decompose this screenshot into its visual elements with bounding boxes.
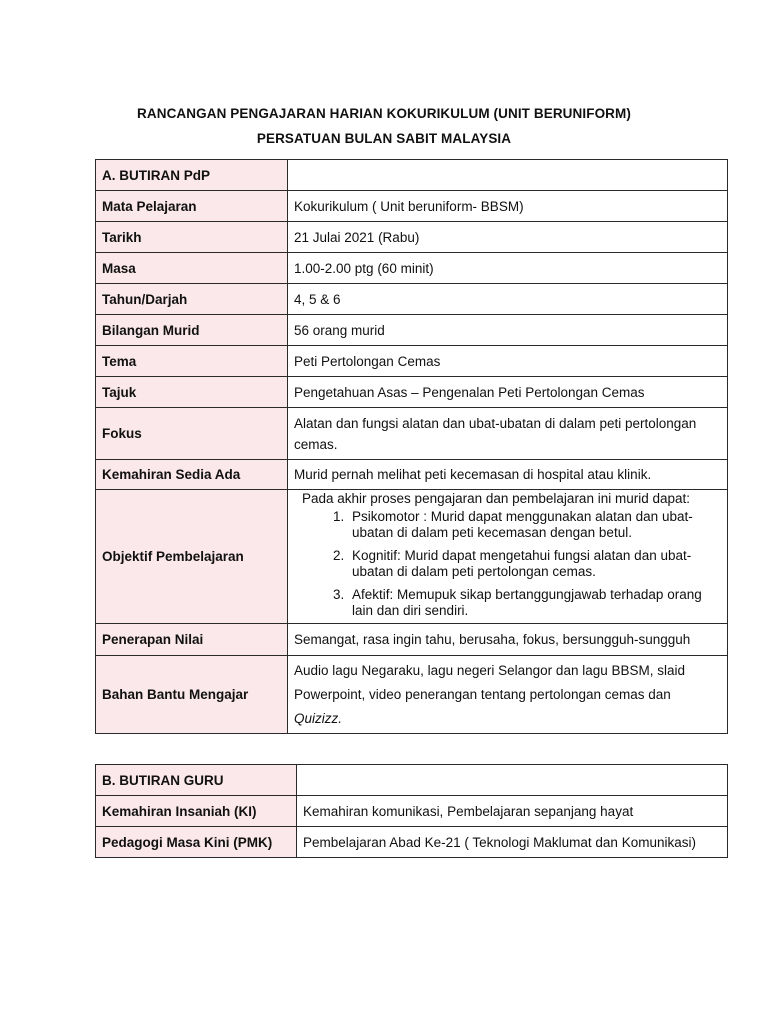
table-row xyxy=(96,656,728,734)
table-row xyxy=(96,827,728,858)
row-label: Masa xyxy=(96,253,288,284)
table-row xyxy=(96,284,728,315)
butiran-pdp-table xyxy=(95,159,728,734)
table-row xyxy=(96,315,728,346)
row-label: Fokus xyxy=(96,408,288,460)
row-value: Peti Pertolongan Cemas xyxy=(288,346,728,377)
table-row xyxy=(96,253,728,284)
table-row xyxy=(96,222,728,253)
row-value: Pengetahuan Asas – Pengenalan Peti Pertolongan Cemas xyxy=(288,377,728,408)
table-row xyxy=(96,796,728,827)
table-row xyxy=(96,460,728,490)
row-value: Semangat, rasa ingin tahu, berusaha, fokus, bersungguh-sungguh xyxy=(288,624,728,656)
list-item: 2. Kognitif: Murid dapat mengetahui fungsi alatan dan ubat-ubatan di dalam peti pertolongan cemas. xyxy=(348,548,721,580)
row-value: Murid pernah melihat peti kecemasan di hospital atau klinik. xyxy=(288,460,728,490)
table-row xyxy=(96,624,728,656)
table-row xyxy=(96,765,728,796)
row-value: 21 Julai 2021 (Rabu) xyxy=(288,222,728,253)
row-label: Tahun/Darjah xyxy=(96,284,288,315)
objektif-content xyxy=(288,490,728,624)
row-label: Tema xyxy=(96,346,288,377)
row-label: Kemahiran Sedia Ada xyxy=(96,460,288,490)
section-a-header-value xyxy=(288,160,728,191)
bahan-text-italic: Quizizz. xyxy=(294,710,343,726)
section-b-header-value xyxy=(297,765,728,796)
section-b-header: B. BUTIRAN GURU xyxy=(96,765,297,796)
bahan-text: Audio lagu Negaraku, lagu negeri Selangor dan lagu BBSM, slaid Powerpoint, video penerangan tentang pertolongan cemas dan xyxy=(294,662,686,702)
table-row xyxy=(96,377,728,408)
row-label: Bahan Bantu Mengajar xyxy=(96,656,288,734)
objektif-list xyxy=(294,509,721,619)
row-value: 1.00-2.00 ptg (60 minit) xyxy=(288,253,728,284)
list-item: 1. Psikomotor : Murid dapat menggunakan alatan dan ubat-ubatan di dalam peti kecemasan dengan betul. xyxy=(348,509,721,541)
table-row xyxy=(96,490,728,624)
table-row xyxy=(96,408,728,460)
row-label: Kemahiran Insaniah (KI) xyxy=(96,796,297,827)
row-value: Pembelajaran Abad Ke-21 ( Teknologi Maklumat dan Komunikasi) xyxy=(297,827,728,858)
objektif-label: Objektif Pembelajaran xyxy=(96,490,288,624)
row-label: Bilangan Murid xyxy=(96,315,288,346)
objektif-intro: Pada akhir proses pengajaran dan pembelajaran ini murid dapat: xyxy=(302,491,690,506)
row-value xyxy=(288,656,728,734)
row-value: 56 orang murid xyxy=(288,315,728,346)
row-value: Alatan dan fungsi alatan dan ubat-ubatan di dalam peti pertolongan cemas. xyxy=(288,408,728,460)
row-label: Tarikh xyxy=(96,222,288,253)
row-value: Kemahiran komunikasi, Pembelajaran sepanjang hayat xyxy=(297,796,728,827)
row-value: Kokurikulum ( Unit beruniform- BBSM) xyxy=(288,191,728,222)
row-label: Mata Pelajaran xyxy=(96,191,288,222)
section-a-header: A. BUTIRAN PdP xyxy=(96,160,288,191)
list-item: 3. Afektif: Memupuk sikap bertanggungjawab terhadap orang lain dan diri sendiri. xyxy=(348,587,721,619)
table-row xyxy=(96,160,728,191)
row-label: Tajuk xyxy=(96,377,288,408)
row-value: 4, 5 & 6 xyxy=(288,284,728,315)
table-row xyxy=(96,346,728,377)
document-title: RANCANGAN PENGAJARAN HARIAN KOKURIKULUM (UNIT BERUNIFORM) xyxy=(137,106,631,121)
butiran-guru-table xyxy=(95,764,728,858)
row-label: Pedagogi Masa Kini (PMK) xyxy=(96,827,297,858)
document-subtitle: PERSATUAN BULAN SABIT MALAYSIA xyxy=(256,131,512,146)
table-row xyxy=(96,191,728,222)
row-label: Penerapan Nilai xyxy=(96,624,288,656)
